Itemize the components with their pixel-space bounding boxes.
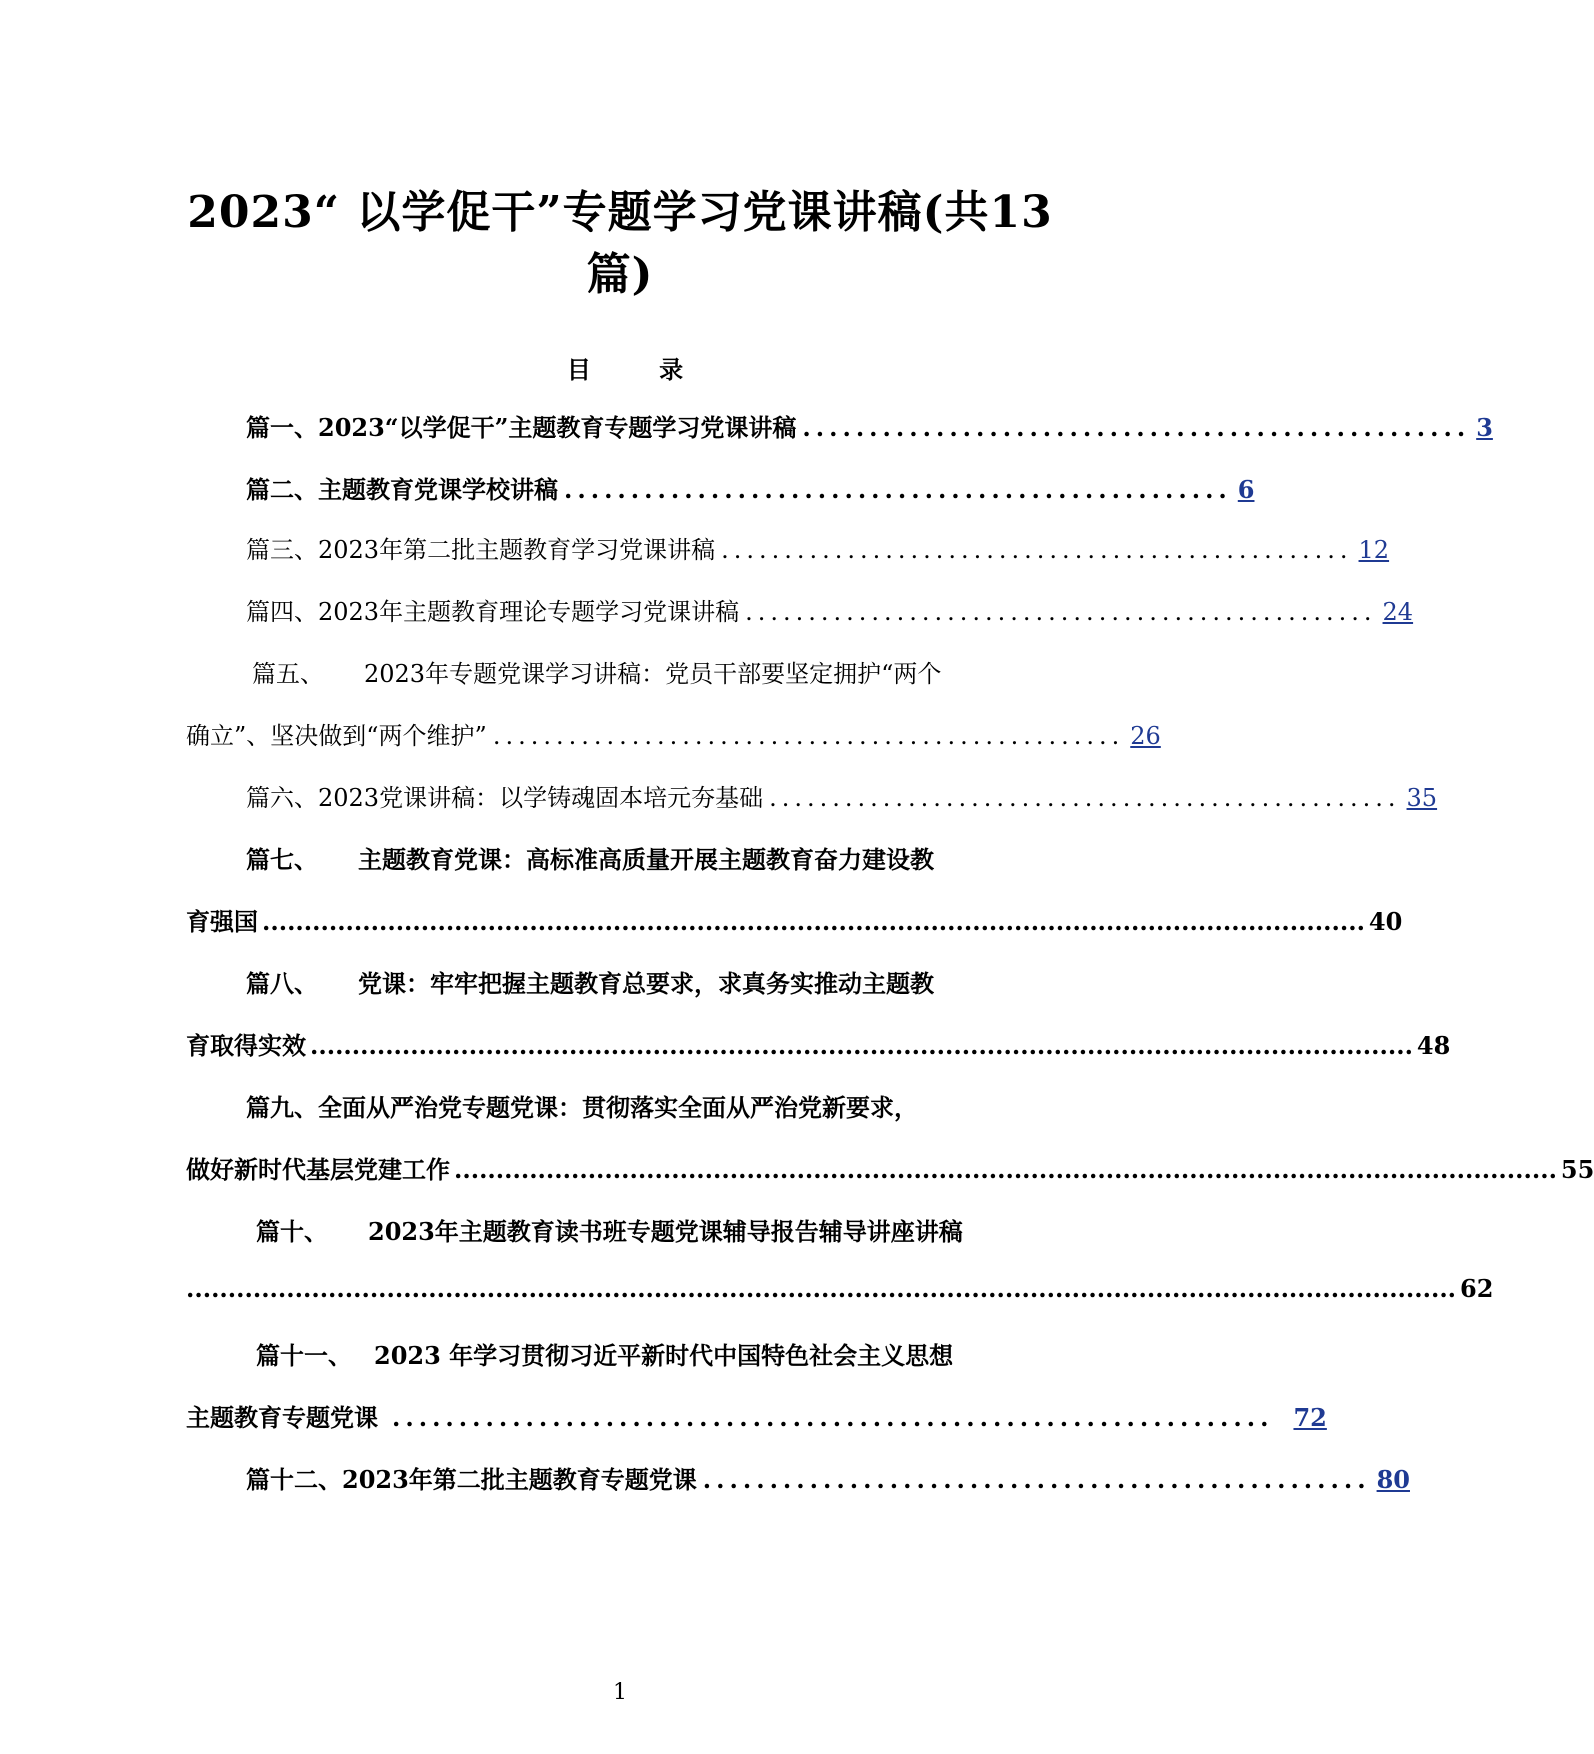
page-number: 1: [613, 1680, 627, 1705]
toc-entry-8-page: 48: [1416, 1031, 1451, 1060]
toc-entry-1-page-link[interactable]: 3: [1476, 413, 1493, 442]
toc-entry-5-label-line-2: 确立”、坚决做到“两个维护”: [186, 722, 487, 750]
toc-entry-1-label: 篇一、2023“以学促干”主题教育专题学习党课讲稿: [246, 413, 797, 442]
toc-entry-11-prefix: 篇十一、: [256, 1341, 352, 1370]
toc-leader: ....................................................................................................................................: [454, 1155, 1557, 1184]
toc-entry-3-prefix: 篇三、: [246, 536, 318, 564]
toc-entry-9-line-2[interactable]: [186, 1150, 1594, 1184]
toc-entry-11-line-2[interactable]: [186, 1398, 1327, 1432]
toc-entry-7-line-2[interactable]: [186, 902, 1403, 936]
toc-entry-11-label-line-2: 主题教育专题党课: [186, 1403, 378, 1432]
toc-entry-10-label-line-1: 2023年主题教育读书班专题党课辅导报告辅导讲座讲稿: [368, 1217, 963, 1246]
toc-entry-5-line-2[interactable]: [186, 716, 1161, 750]
toc-leader: ..................................................: [564, 475, 1232, 504]
toc-leader: ..................................................................: [392, 1403, 1274, 1432]
toc-entry-2[interactable]: [246, 470, 1255, 504]
toc-entry-9-line-1[interactable]: [246, 1088, 1046, 1122]
toc-entry-10-line-1[interactable]: [256, 1212, 1056, 1246]
toc-entry-9-page: 55: [1560, 1155, 1594, 1184]
toc-entry-6-page-link[interactable]: 35: [1406, 784, 1438, 812]
toc-entry-11-label-line-1: 2023 年学习贯彻习近平新时代中国特色社会主义思想: [374, 1341, 954, 1370]
toc-entry-7-label-line-2: 育强国: [186, 907, 258, 936]
toc-entry-5-line-1[interactable]: [252, 654, 1052, 688]
toc-entry-10-page: 62: [1460, 1274, 1494, 1303]
toc-entry-5-prefix: 篇五、: [252, 660, 324, 688]
toc-entry-9-label-line-1: 篇九、全面从严治党专题党课：贯彻落实全面从严治党新要求，: [246, 1093, 918, 1122]
toc-leader: ..................................................: [721, 536, 1353, 564]
toc-entry-5-page-link[interactable]: 26: [1130, 722, 1161, 750]
toc-leader: ..................................................: [745, 598, 1377, 626]
toc-entry-10-prefix: 篇十、: [256, 1217, 328, 1246]
title-line-2: 篇): [586, 249, 654, 300]
toc-leader: ..................................................: [802, 413, 1471, 442]
toc-entry-11-page-link[interactable]: 72: [1293, 1403, 1327, 1432]
toc-entry-8-line-1[interactable]: [246, 964, 1046, 998]
toc-leader: ....................................................................................................................................: [310, 1031, 1413, 1060]
toc-entry-11-line-1[interactable]: [256, 1336, 1056, 1370]
toc-leader: ..................................................: [492, 722, 1125, 750]
toc-leader: ........................................................................................................................................................: [186, 1274, 1457, 1303]
toc-entry-12-page-link[interactable]: 80: [1376, 1465, 1410, 1494]
toc-leader: ..................................................: [769, 784, 1401, 812]
toc-entry-6-label: 篇六、2023党课讲稿：以学铸魂固本培元夯基础: [246, 784, 764, 812]
toc-entry-8-label-line-1: 党课：牢牢把握主题教育总要求，求真务实推动主题教: [358, 969, 934, 998]
toc-entry-12-label: 篇十二、2023年第二批主题教育专题党课: [246, 1465, 697, 1494]
toc-entry-9-label-line-2: 做好新时代基层党建工作: [186, 1155, 450, 1184]
toc-entry-3-page-link[interactable]: 12: [1358, 536, 1390, 564]
toc-heading: 目 录: [566, 355, 714, 384]
toc-entry-5-label-line-1: 2023年专题党课学习讲稿：党员干部要坚定拥护“两个: [364, 660, 942, 688]
toc-entry-4[interactable]: [246, 592, 1414, 626]
toc-entry-4-page-link[interactable]: 24: [1382, 598, 1414, 626]
toc-entry-3[interactable]: [246, 530, 1390, 564]
toc-entry-6[interactable]: [246, 778, 1438, 812]
toc-entry-10-line-2[interactable]: [186, 1274, 1494, 1308]
toc-entry-8-line-2[interactable]: [186, 1026, 1451, 1060]
toc-entry-8-label-line-2: 育取得实效: [186, 1031, 306, 1060]
toc-entry-7-prefix: 篇七、: [246, 845, 318, 874]
title-line-1: 2023“ 以学促干”专题学习党课讲稿(共13: [187, 187, 1053, 238]
toc-entry-8-prefix: 篇八、: [246, 969, 318, 998]
toc-entry-3-label: 2023年第二批主题教育学习党课讲稿: [318, 536, 716, 564]
document-title: [180, 182, 1060, 306]
toc-entry-1[interactable]: [246, 408, 1493, 442]
toc-entry-2-label: 主题教育党课学校讲稿: [318, 475, 558, 504]
toc-entry-7-line-1[interactable]: [246, 840, 1046, 874]
toc-entry-2-page-link[interactable]: 6: [1237, 475, 1255, 504]
toc-entry-4-label: 篇四、2023年主题教育理论专题学习党课讲稿: [246, 598, 740, 626]
toc-leader: ....................................................................................................................................: [262, 907, 1365, 936]
toc-entry-7-label-line-1: 主题教育党课：高标准高质量开展主题教育奋力建设教: [358, 845, 934, 874]
toc-entry-7-page: 40: [1368, 907, 1403, 936]
toc-entry-12[interactable]: [246, 1460, 1410, 1494]
toc-leader: ..................................................: [702, 1465, 1371, 1494]
toc-entry-2-prefix: 篇二、: [246, 475, 318, 504]
